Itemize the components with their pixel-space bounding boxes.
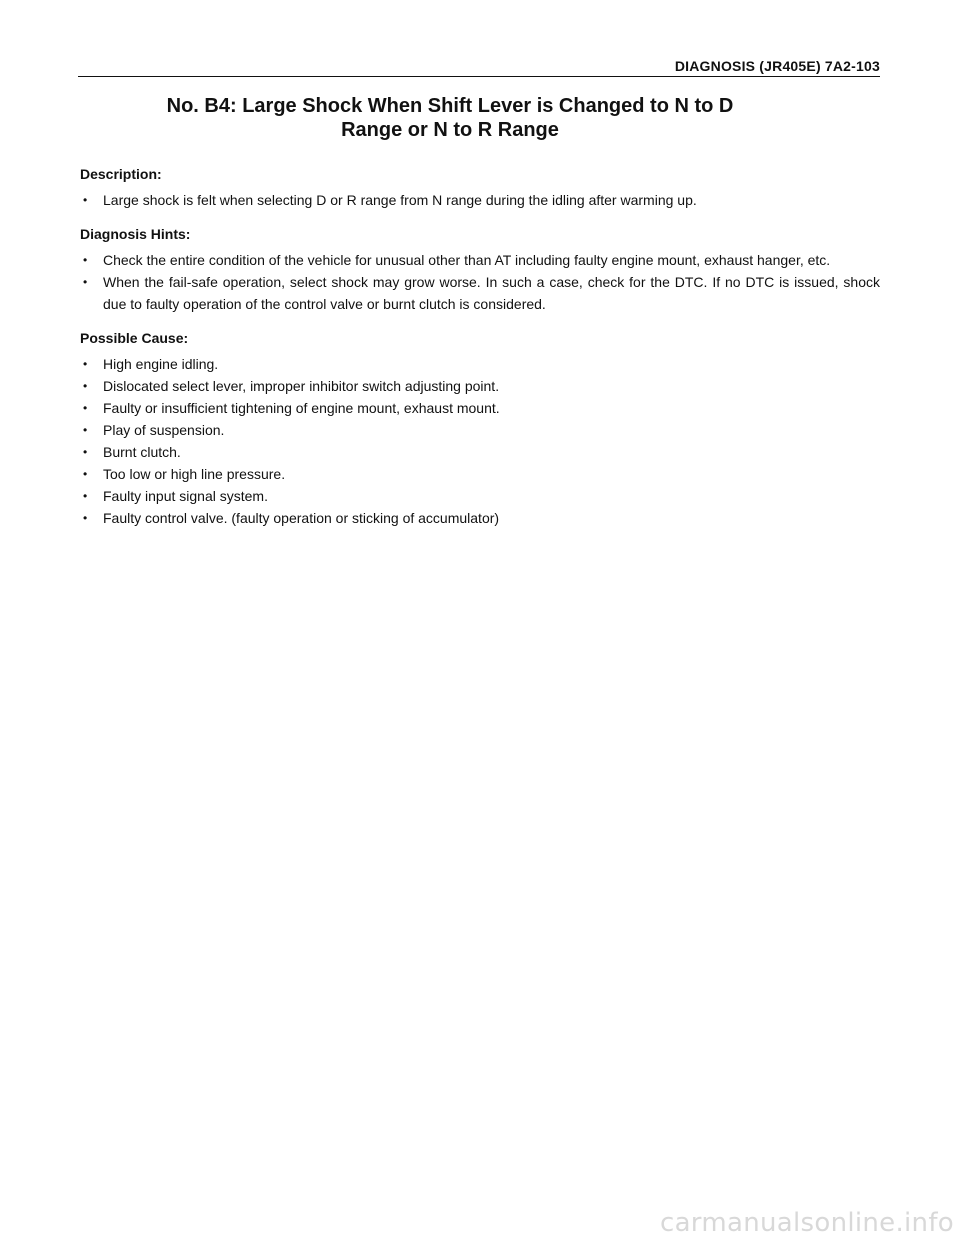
list-item: • High engine idling. — [80, 353, 880, 375]
bullet-icon: • — [83, 193, 88, 207]
list-item: • Play of suspension. — [80, 419, 880, 441]
list-item: • Faulty input signal system. — [80, 485, 880, 507]
list-item: • Faulty or insufficient tightening of engine mount, exhaust mount. — [80, 397, 880, 419]
header-rule — [78, 76, 880, 77]
bullet-icon: • — [83, 511, 88, 525]
title-line-2: Range or N to R Range — [341, 119, 559, 141]
bullet-list — [80, 189, 880, 211]
bullet-icon: • — [83, 489, 88, 503]
bullet-icon: • — [83, 445, 88, 459]
list-item: • Large shock is felt when selecting D or R range from N range during the idling after warming up. — [80, 189, 880, 211]
bullet-icon: • — [83, 379, 88, 393]
content-body — [80, 163, 880, 541]
title-line-1: No. B4: Large Shock When Shift Lever is Changed to N to D — [166, 95, 734, 117]
section-description — [80, 163, 880, 211]
running-title: DIAGNOSIS (JR405E) 7A2-103 — [674, 58, 880, 74]
list-item: • Burnt clutch. — [80, 441, 880, 463]
bullet-icon: • — [83, 423, 88, 437]
bullet-icon: • — [83, 467, 88, 481]
bullet-list — [80, 353, 880, 529]
section-heading: Description: — [80, 166, 162, 182]
list-item: • Faulty control valve. (faulty operation or sticking of accumulator) — [80, 507, 880, 529]
section-heading: Diagnosis Hints: — [80, 226, 191, 242]
bullet-icon: • — [83, 275, 88, 289]
section-heading: Possible Cause: — [80, 330, 189, 346]
bullet-icon: • — [83, 357, 88, 371]
watermark: carmanualsonline.info — [659, 1208, 954, 1238]
bullet-list — [80, 249, 880, 315]
list-item: • Check the entire condition of the vehicle for unusual other than AT including faulty engine mount, exhaust hanger, etc. — [80, 249, 880, 271]
list-item: • Too low or high line pressure. — [80, 463, 880, 485]
section-possible-cause — [80, 327, 880, 529]
list-item: • Dislocated select lever, improper inhibitor switch adjusting point. — [80, 375, 880, 397]
page-header — [78, 58, 880, 76]
bullet-icon: • — [83, 401, 88, 415]
page-title — [80, 94, 820, 142]
list-item: • When the fail-safe operation, select shock may grow worse. In such a case, check for the DTC. If no DTC is issued, shock due to faulty operation of the control valve or burnt clutch is considered. — [80, 271, 880, 315]
section-diagnosis-hints — [80, 223, 880, 315]
bullet-icon: • — [83, 253, 88, 267]
